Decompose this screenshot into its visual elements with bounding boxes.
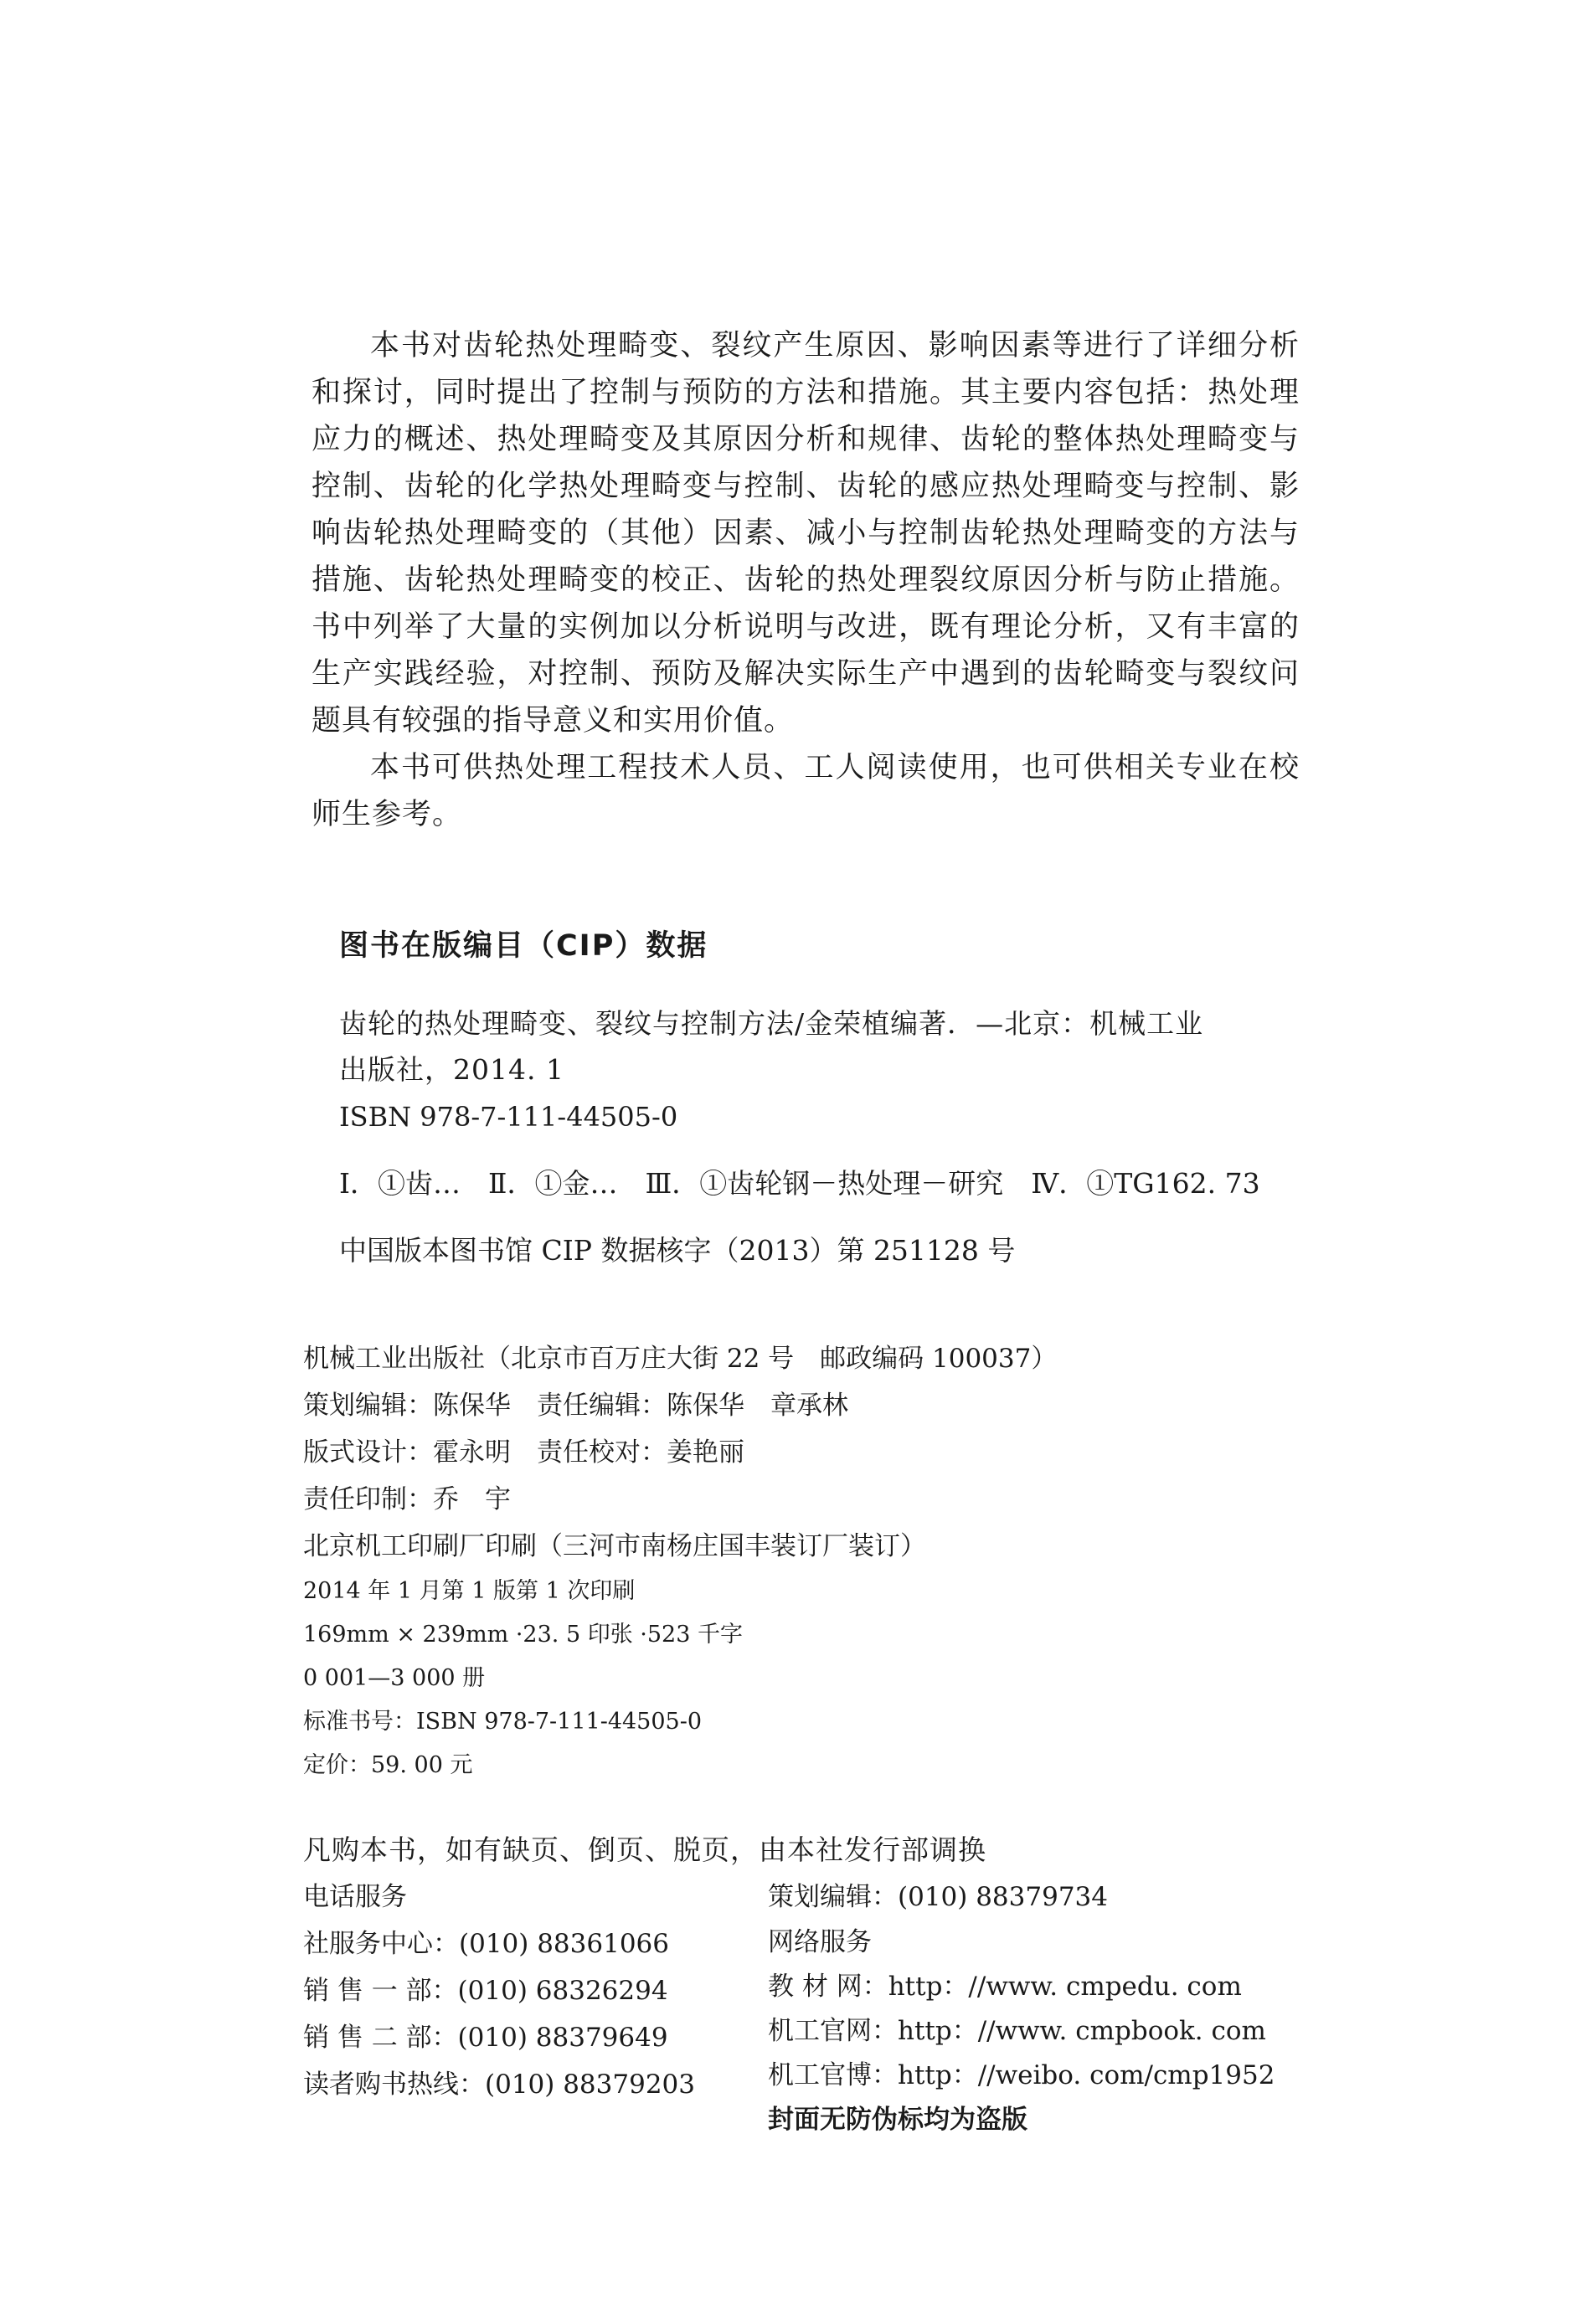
editors-line: 策划编辑：陈保华 责任编辑：陈保华 章承林: [303, 1391, 848, 1421]
printer-line: 北京机工印刷厂印刷（三河市南杨庄国丰装订厂装订）: [303, 1531, 926, 1561]
phone-service-line: 社服务中心：(010) 88361066: [303, 1929, 669, 1959]
cip-description: [339, 1000, 1302, 1093]
print-run-line: 0 001—3 000 册: [303, 1665, 486, 1691]
cip-verification: 中国版本图书馆 CIP 数据核字（2013）第 251128 号: [339, 1234, 1016, 1267]
web-service-line: 机工官博：http：//weibo. com/cmp1952: [768, 2060, 1275, 2090]
phone-service-heading: 电话服务: [303, 1882, 407, 1912]
abstract-paragraph: 本书可供热处理工程技术人员、工人阅读使用，也可供相关专业在校师生参考。: [312, 751, 1300, 831]
cip-data: [339, 1000, 1302, 1272]
abstract-paragraph: 本书对齿轮热处理畸变、裂纹产生原因、影响因素等进行了详细分析和探讨，同时提出了控制与预防的方法和措施。其主要内容包括：热处理应力的概述、热处理畸变及其原因分析和规律、齿轮的整体热处理畸变与控制、齿轮的化学热处理畸变与控制、齿轮的感应热处理畸变与控制、影响齿轮热处理畸变的（其他）因素、减小与控制齿轮热处理畸变的方法与措施、齿轮热处理畸变的校正、齿轮的热处理裂纹原因分析与防止措施。书中列举了大量的实例加以分析说明与改进，既有理论分析，又有丰富的生产实践经验，对控制、预防及解决实际生产中遇到的齿轮畸变与裂纹问题具有较强的指导意义和实用价值。: [312, 329, 1300, 738]
book-abstract: [312, 322, 1300, 838]
price-line: 定价：59. 00 元: [303, 1752, 473, 1778]
service-info: [303, 1827, 1308, 2135]
phone-service-column: [303, 1874, 695, 2108]
planning-editor-phone: 策划编辑：(010) 88379734: [768, 1882, 1108, 1912]
web-service-line: 教 材 网：http：//www. cmpedu. com: [768, 1972, 1242, 2002]
replacement-notice: 凡购本书，如有缺页、倒页、脱页，由本社发行部调换: [303, 1833, 986, 1866]
cip-description-line: 出版社，2014. 1: [339, 1053, 564, 1086]
phone-service-line: 读者购书热线：(010) 88379203: [303, 2069, 695, 2100]
designer-line: 版式设计：霍永明 责任校对：姜艳丽: [303, 1437, 744, 1468]
anti-piracy-notice: 封面无防伪标均为盗版: [768, 2105, 1027, 2135]
cip-classification: Ⅰ．①齿… Ⅱ．①金… Ⅲ．①齿轮钢－热处理－研究 Ⅳ．①TG162. 73: [339, 1167, 1260, 1200]
web-service-heading: 网络服务: [768, 1927, 872, 1957]
web-service-line: 机工官网：http：//www. cmpbook. com: [768, 2016, 1266, 2046]
cip-isbn: ISBN 978-7-111-44505-0: [339, 1101, 678, 1133]
print-manager-line: 责任印制：乔 宇: [303, 1484, 511, 1514]
standard-book-number: 标准书号：ISBN 978-7-111-44505-0: [303, 1709, 703, 1735]
publication-info: [303, 1335, 1308, 1787]
phone-service-line: 销 售 一 部：(010) 68326294: [303, 1976, 668, 2006]
phone-service-line: 销 售 二 部：(010) 88379649: [303, 2023, 668, 2053]
format-line: 169mm × 239mm ·23. 5 印张 ·523 千字: [303, 1622, 743, 1648]
cip-description-line: 齿轮的热处理畸变、裂纹与控制方法/金荣植编著．—北京：机械工业: [339, 1007, 1204, 1040]
publisher-line: 机械工业出版社（北京市百万庄大街 22 号 邮政编码 100037）: [303, 1344, 1058, 1374]
service-columns: [303, 1874, 1308, 2135]
edition-line: 2014 年 1 月第 1 版第 1 次印刷: [303, 1578, 636, 1604]
cip-heading: 图书在版编目（CIP）数据: [339, 929, 708, 963]
web-service-column: [768, 1874, 1275, 2142]
